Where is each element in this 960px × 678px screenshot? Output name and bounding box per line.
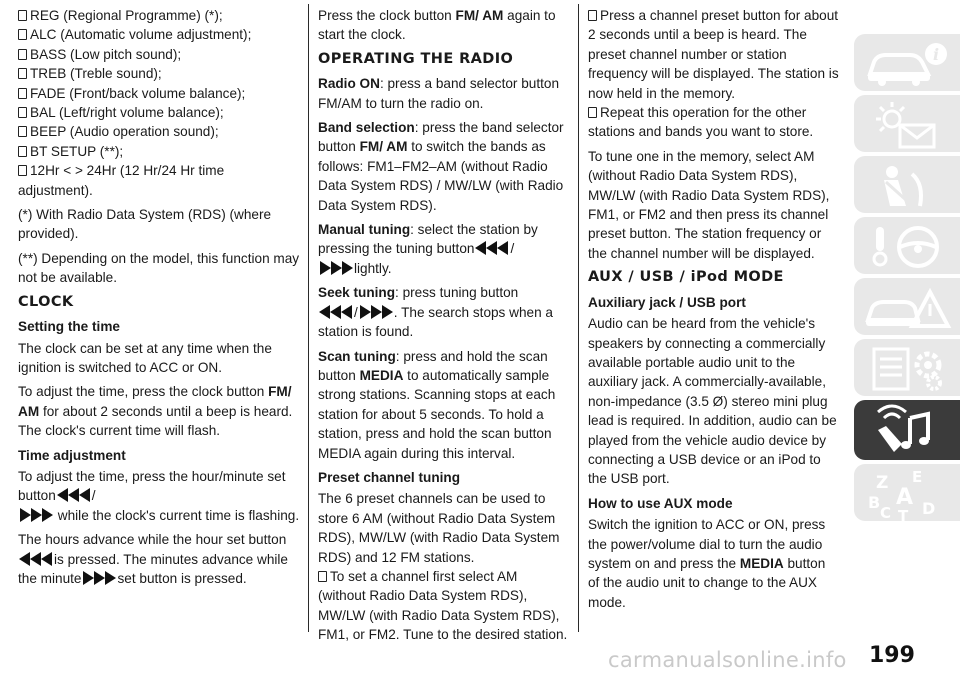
paragraph: Seek tuning: press tuning button / . The search stops when a station is found. [318, 285, 553, 340]
maintenance-icon [862, 343, 954, 393]
paragraph: Audio can be heard from the vehicle's speakers by connecting a commercially available portable audio unit to the auxiliary jack. A commercially-available, non-impedance (3.5 Ø) stereo mini plug lead is required. In addition, audio can be played from the vehicle audio device by connecting a USB device or an iPod to the USB port. [588, 316, 837, 487]
tab-maintenance[interactable] [854, 339, 960, 396]
tab-safety[interactable] [854, 156, 960, 213]
seek-back-icon [475, 241, 509, 255]
checkbox-bullet-icon [18, 68, 27, 79]
index-letter: C [880, 504, 892, 522]
how-to-aux-heading: How to use AUX mode [588, 495, 733, 511]
seek-forward-icon [19, 508, 53, 522]
warning-lights-icon [862, 99, 954, 149]
index-letter: A [896, 485, 914, 510]
tab-driving[interactable] [854, 217, 960, 274]
car-info-icon [862, 38, 954, 86]
tab-multimedia[interactable] [854, 400, 960, 460]
checkbox-bullet-icon [18, 126, 27, 137]
column-1 [18, 6, 300, 593]
paragraph: Scan tuning: press and hold the scan button MEDIA to automatically sample strong stations. Scanning stops at each station for about 5 seconds. To hold a station, press and hold the scan button MEDIA again during this interval. [318, 348, 556, 461]
paragraph: Band selection: press the band selector button FM/ AM to switch the bands as follows: FM1–FM2–AM (without Radio Data System RDS) / MW/LW (with Radio Data System RDS). [318, 120, 564, 213]
checkbox-bullet-icon [588, 107, 597, 118]
operating-radio-heading: OPERATING THE RADIO [318, 50, 514, 67]
paragraph: To tune one in the memory, select AM (without Radio Data System RDS), MW/LW (with Radio Data System RDS), FM1, or FM2 and then press its channel preset button. The station frequency or the channel number will be displayed. [588, 148, 830, 261]
clock-heading: CLOCK [18, 293, 74, 310]
list-item: Press a channel preset button for about 2 seconds until a beep is heard. The preset channel number or station frequency will be displayed. The station is now held in the memory. [588, 8, 839, 101]
tab-emergency[interactable] [854, 278, 960, 335]
checkbox-bullet-icon [18, 10, 27, 21]
index-letter: E [912, 468, 923, 486]
paragraph: Radio ON: press a band selector button FM/AM to turn the radio on. [318, 76, 560, 111]
paragraph: The 6 preset channels can be used to store 6 AM (without Radio Data System RDS), MW/LW (with Radio Data System RDS) and 12 FM stations. To set a channel first select AM (without Radio Data System RDS), MW/LW (with Radio Data System RDS), FM1, or FM2. Tune to the desired station. [318, 491, 568, 643]
index-letter: B [868, 493, 881, 512]
tab-index[interactable] [854, 464, 960, 521]
checkbox-bullet-icon [18, 88, 27, 99]
aux-jack-heading: Auxiliary jack / USB port [588, 294, 746, 310]
chapter-tabs [854, 34, 960, 525]
column-divider [308, 4, 309, 632]
seek-forward-icon [82, 571, 116, 585]
setting-time-heading: Setting the time [18, 319, 120, 335]
column-3 [588, 6, 840, 617]
paragraph: The clock can be set at any time when the ignition is switched to ACC or ON. [18, 340, 272, 375]
checkbox-bullet-icon [318, 571, 327, 582]
tab-warning-lights[interactable] [854, 95, 960, 152]
checkbox-bullet-icon [18, 146, 27, 157]
checkbox-bullet-icon [18, 165, 27, 176]
svg-text:i: i [932, 45, 940, 64]
footnote-model: (**) Depending on the model, this function may not be available. [18, 250, 300, 286]
column-2 [318, 6, 568, 645]
seek-back-icon [19, 552, 53, 566]
seek-back-icon [319, 305, 353, 319]
tab-car-info[interactable] [854, 34, 960, 91]
checkbox-bullet-icon [18, 29, 27, 40]
index-letter: D [922, 499, 936, 518]
index-letter: Z [876, 473, 889, 493]
page-number: 199 [869, 643, 915, 668]
checkbox-bullet-icon [588, 10, 597, 21]
paragraph: The hours advance while the hour set button is pressed. The minutes advance while the minute set button is pressed. [18, 532, 288, 586]
preset-tuning-heading: Preset channel tuning [318, 469, 461, 485]
checkbox-bullet-icon [18, 49, 27, 60]
column-divider [578, 4, 579, 632]
emergency-icon [862, 282, 954, 332]
checkbox-bullet-icon [18, 107, 27, 118]
paragraph: Press the clock button FM/ AM again to start the clock. [318, 8, 556, 43]
list-item: REG (Regional Programme) (*); ALC (Automatic volume adjustment); BASS (Low pitch sound); TREB (Treble sound); FADE (Front/back volume balance); BAL (Left/right volume balance); BEEP (Audio operation sound); BT SETUP (**); 12Hr < > 24Hr (12 Hr/24 Hr time adjustment). [18, 8, 252, 198]
watermark: carmanualsonline.info [608, 648, 847, 672]
paragraph: Manual tuning: select the station by pressing the tuning button / lightly. [318, 222, 538, 276]
fm-am-label: FM/ AM [18, 384, 292, 419]
driving-icon [862, 221, 954, 271]
seek-back-icon [57, 488, 91, 502]
index-letter: T [898, 507, 909, 522]
index-icon [862, 468, 954, 522]
paragraph: To adjust the time, press the clock button FM/ AM for about 2 seconds until a beep is heard. The clock's current time will flash. [18, 384, 293, 439]
safety-icon [862, 160, 954, 210]
paragraph: Switch the ignition to ACC or ON, press the power/volume dial to turn the audio system on and press the MEDIA button of the audio unit to change to the AUX mode. [588, 517, 826, 610]
aux-usb-ipod-heading: AUX / USB / iPod MODE [588, 269, 784, 286]
paragraph: To adjust the time, press the hour/minute set button / while the clock's current time is flashing. [18, 468, 300, 523]
seek-forward-icon [359, 305, 393, 319]
footnote-rds: (*) With Radio Data System (RDS) (where provided). [18, 207, 272, 242]
list-item: Repeat this operation for the other stations and bands you want to store. [588, 105, 814, 140]
multimedia-icon [862, 404, 954, 458]
seek-forward-icon [319, 261, 353, 275]
time-adjustment-heading: Time adjustment [18, 447, 126, 463]
